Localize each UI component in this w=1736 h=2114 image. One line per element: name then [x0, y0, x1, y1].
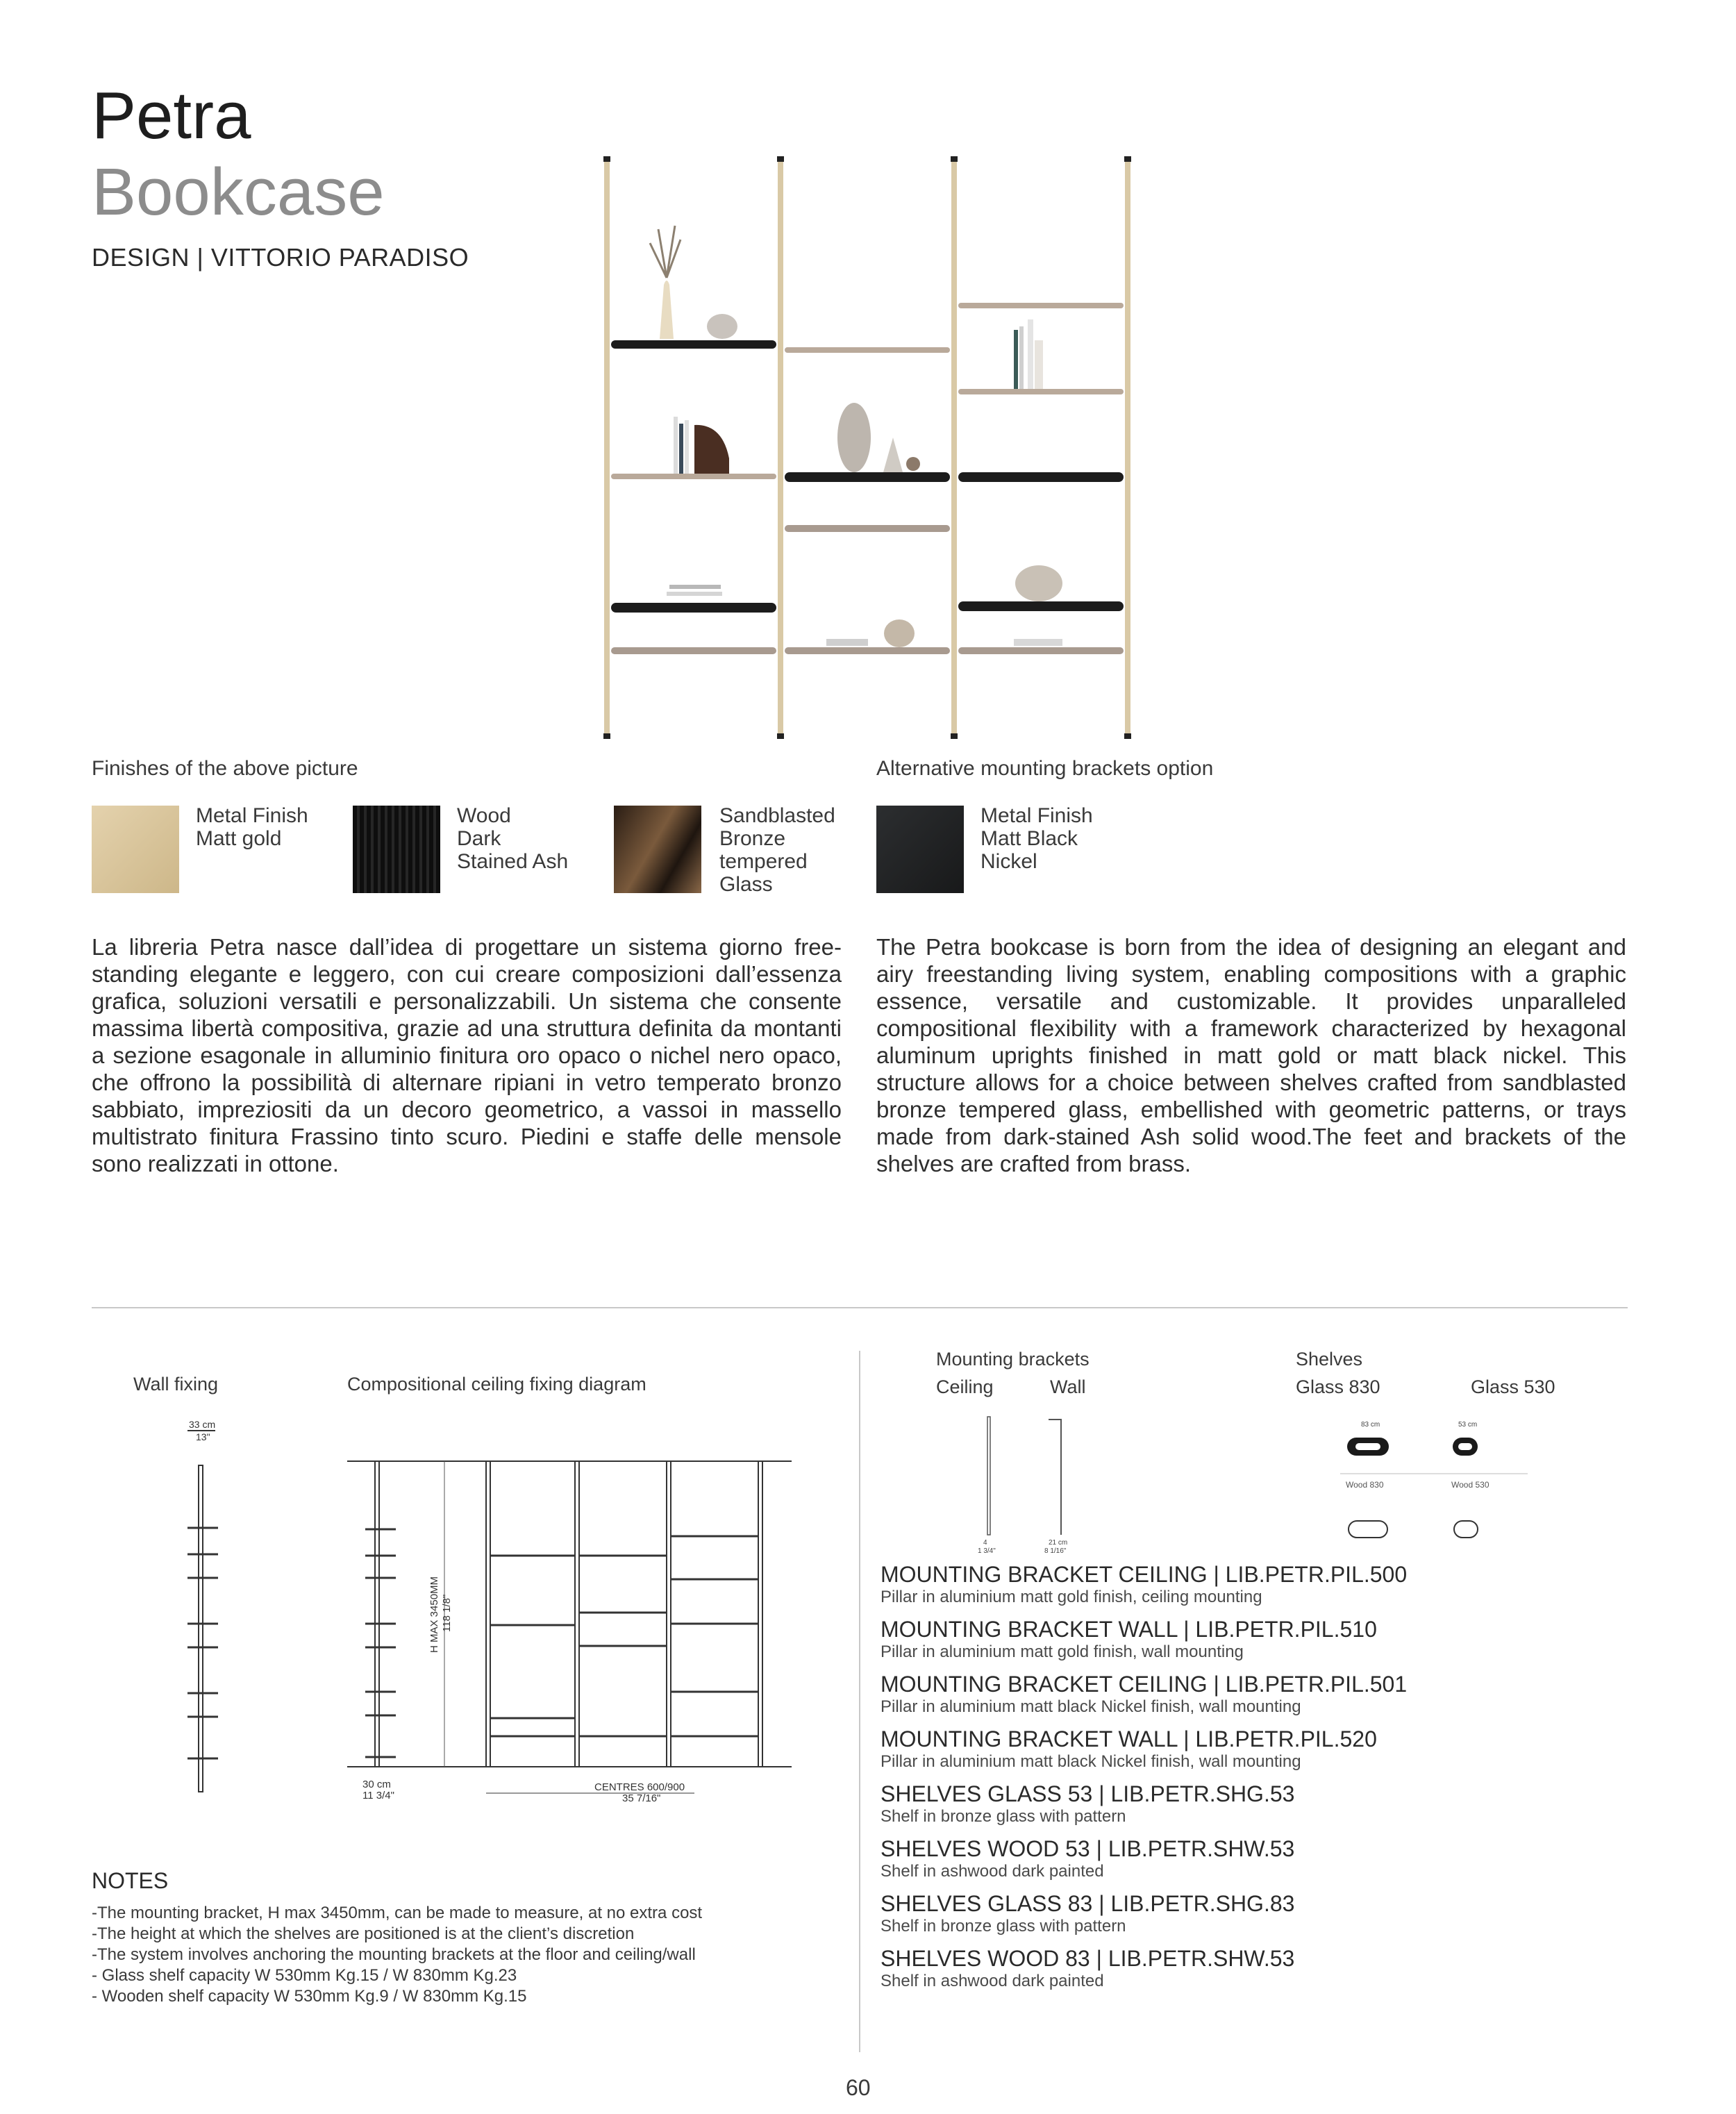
svg-text:118 1/8": 118 1/8" — [441, 1594, 453, 1632]
product-item — [880, 1945, 1644, 1991]
product-name: SHELVES WOOD 53 | LIB.PETR.SHW.53 — [880, 1836, 1295, 1861]
product-item — [880, 1616, 1644, 1662]
svg-text:35 7/16": 35 7/16" — [622, 1792, 661, 1804]
product-desc: Pillar in aluminium matt black Nickel finish, wall mounting — [880, 1697, 1301, 1716]
product-desc: Shelf in bronze glass with pattern — [880, 1917, 1126, 1936]
alternative-label: Alternative mounting brackets option — [876, 757, 1214, 780]
product-desc: Shelf in bronze glass with pattern — [880, 1807, 1126, 1826]
svg-text:Wood 830: Wood 830 — [1346, 1480, 1384, 1490]
product-name: MOUNTING BRACKET CEILING | LIB.PETR.PIL.501 — [880, 1672, 1408, 1697]
swatch-black-nickel — [876, 806, 964, 893]
product-name: MOUNTING BRACKET WALL | LIB.PETR.PIL.510 — [880, 1617, 1377, 1642]
product-desc: Pillar in aluminium matt gold finish, ceiling mounting — [880, 1588, 1262, 1606]
description-english: The Petra bookcase is born from the idea of designing an elegant and airy freestanding living system, enabling compositions with a graphic essence, versatile and customizable. It provides unparalleled compositional flexibility with a framework characterized by hexagonal aluminum uprights finished in matt gold or matt black nickel. This structure allows for a choice between shelves crafted from sandblasted bronze tempered glass, embellished with geometric patterns, or trays made from dark-stained Ash solid wood.The feet and brackets of the shelves are crafted from brass. — [876, 934, 1626, 1176]
ceiling-fixing-diagram — [347, 1451, 799, 1820]
product-desc: Shelf in ashwood dark painted — [880, 1972, 1104, 1990]
svg-text:83 cm: 83 cm — [1361, 1421, 1380, 1429]
product-item — [880, 1836, 1644, 1881]
product-item — [880, 1561, 1644, 1607]
bracket-wall-label: Wall — [1050, 1376, 1086, 1397]
product-title: Petra — [92, 78, 251, 153]
wall-fixing-diagram — [167, 1417, 250, 1806]
product-item — [880, 1781, 1644, 1826]
product-item — [880, 1890, 1644, 1936]
svg-text:Wood 530: Wood 530 — [1451, 1480, 1489, 1490]
product-name: SHELVES WOOD 83 | LIB.PETR.SHW.53 — [880, 1946, 1295, 1971]
shelves-diagram — [1340, 1417, 1535, 1556]
svg-text:21 cm: 21 cm — [1049, 1539, 1068, 1547]
svg-text:30 cm: 30 cm — [362, 1779, 391, 1790]
glass-530-label: Glass 530 — [1471, 1376, 1555, 1397]
finish-bronze-glass: Sandblasted Bronze tempered Glass — [719, 804, 835, 896]
product-name: MOUNTING BRACKET CEILING | LIB.PETR.PIL.500 — [880, 1562, 1408, 1587]
notes-list — [92, 1903, 702, 2007]
product-desc: Pillar in aluminium matt gold finish, wall mounting — [880, 1642, 1244, 1661]
brackets-diagram — [958, 1410, 1076, 1555]
note-item: - Wooden shelf capacity W 530mm Kg.9 / W 830mm Kg.15 — [92, 1987, 527, 2006]
finishes-label: Finishes of the above picture — [92, 757, 358, 780]
svg-text:11 3/4": 11 3/4" — [362, 1790, 394, 1801]
brackets-title: Mounting brackets — [936, 1349, 1090, 1370]
shelves-title: Shelves — [1296, 1349, 1363, 1370]
description-italian: La libreria Petra nasce dall’idea di progettare un sistema giorno free-standing elegante e leggero, con cui creare composizioni dall’essenza grafica, soluzioni versatili e personalizzabili. Un sistema che consente massima libertà compositiva, grazie ad una struttura definita da montanti a sezione esagonale in alluminio finitura oro opaco o nichel nero opaco, che offrono la possibilità di alternare ripiani in vetro temperato bronzo sabbiato, impreziositi da un decoro geometrico, a vassoi in massello multistrato finitura Frassino tinto scuro. Piedini e staffe delle mensole sono realizzati in ottone. — [92, 934, 842, 1176]
ceiling-diagram-label: Compositional ceiling fixing diagram — [347, 1374, 646, 1395]
finish-black-nickel: Metal Finish Matt Black Nickel — [980, 804, 1093, 873]
svg-text:H MAX 3450MM: H MAX 3450MM — [428, 1576, 440, 1653]
svg-text:53 cm: 53 cm — [1458, 1421, 1478, 1429]
note-item: -The mounting bracket, H max 3450mm, can be made to measure, at no extra cost — [92, 1904, 703, 1922]
note-item: -The system involves anchoring the mounting brackets at the floor and ceiling/wall — [92, 1945, 696, 1964]
swatch-matt-gold — [92, 806, 179, 893]
svg-text:4: 4 — [983, 1539, 987, 1547]
designer-credit: DESIGN | VITTORIO PARADISO — [92, 243, 469, 272]
product-desc: Shelf in ashwood dark painted — [880, 1862, 1104, 1881]
note-item: - Glass shelf capacity W 530mm Kg.15 / W 830mm Kg.23 — [92, 1966, 517, 1985]
notes-title: NOTES — [92, 1868, 169, 1893]
note-item: -The height at which the shelves are positioned is at the client’s discretion — [92, 1924, 635, 1943]
product-item — [880, 1671, 1644, 1717]
product-name: MOUNTING BRACKET WALL | LIB.PETR.PIL.520 — [880, 1726, 1377, 1751]
product-name: SHELVES GLASS 53 | LIB.PETR.SHG.53 — [880, 1781, 1295, 1806]
product-desc: Pillar in aluminium matt black Nickel finish, wall mounting — [880, 1752, 1301, 1771]
shelves — [611, 303, 1124, 654]
svg-text:CENTRES 600/900: CENTRES 600/900 — [594, 1781, 685, 1793]
svg-text:8 1/16": 8 1/16" — [1044, 1547, 1067, 1555]
product-item — [880, 1726, 1644, 1772]
swatch-bronze-glass — [614, 806, 701, 893]
wall-fixing-label: Wall fixing — [133, 1374, 219, 1395]
svg-text:1 3/4": 1 3/4" — [978, 1547, 996, 1555]
finish-matt-gold: Metal Finish Matt gold — [196, 804, 308, 850]
finish-dark-ash: Wood Dark Stained Ash — [457, 804, 569, 873]
product-subtitle: Bookcase — [92, 155, 385, 229]
bookcase-photo — [583, 153, 1139, 743]
column-divider — [859, 1351, 860, 2052]
section-divider — [92, 1307, 1628, 1308]
page-number: 60 — [846, 2075, 871, 2100]
bracket-ceiling-label: Ceiling — [936, 1376, 994, 1397]
product-name: SHELVES GLASS 83 | LIB.PETR.SHG.83 — [880, 1891, 1295, 1916]
svg-text:33 cm: 33 cm — [189, 1419, 216, 1430]
swatch-dark-ash — [353, 806, 440, 893]
glass-830-label: Glass 830 — [1296, 1376, 1380, 1397]
svg-text:13": 13" — [196, 1431, 210, 1442]
decor-objects — [650, 226, 1062, 647]
